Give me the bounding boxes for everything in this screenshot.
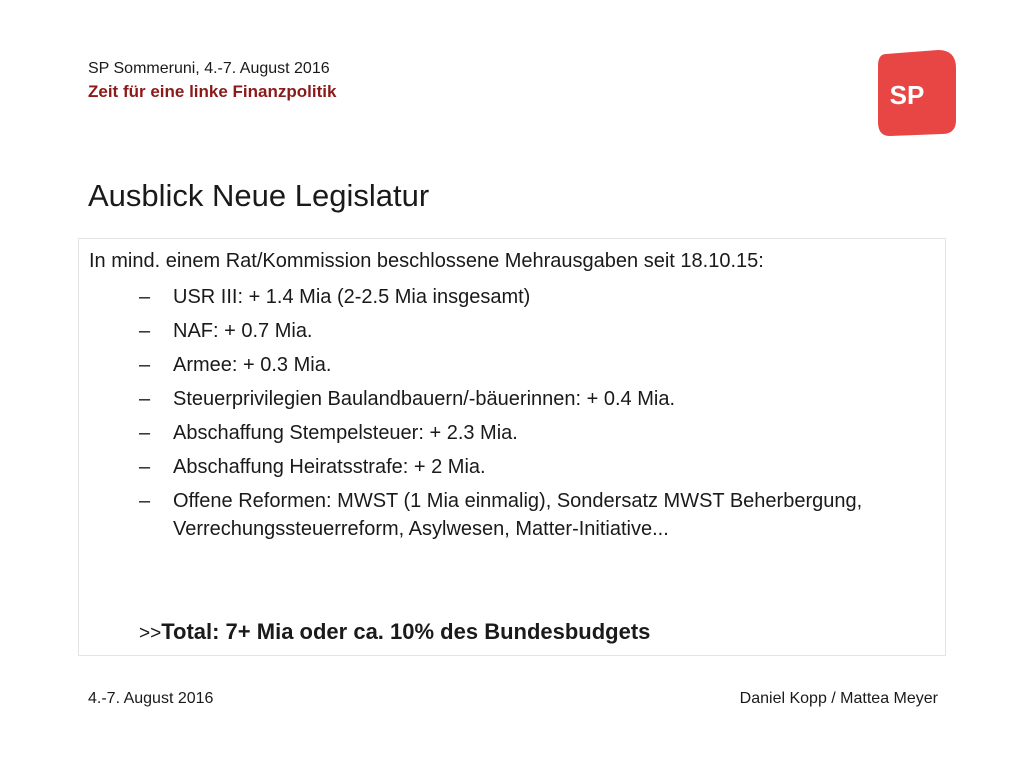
bullet-dash: – <box>139 490 151 512</box>
bullet-dash: – <box>139 320 151 342</box>
bullet-text: USR III: + 1.4 Mia (2-2.5 Mia insgesamt) <box>173 286 531 308</box>
bullet-item <box>139 419 899 447</box>
bullet-item <box>139 385 899 413</box>
bullet-text: Armee: + 0.3 Mia. <box>173 354 332 376</box>
bullet-text: Offene Reformen: MWST (1 Mia einmalig), Sondersatz MWST Beherbergung, Verrechungssteuerreform, Asylwesen, Matter-Initiative... <box>173 490 863 540</box>
bullet-text: Abschaffung Heiratsstrafe: + 2 Mia. <box>173 456 486 478</box>
content-box <box>78 238 946 656</box>
sp-logo <box>876 50 958 136</box>
footer-authors: Daniel Kopp / Mattea Meyer <box>739 690 938 707</box>
total-prefix: >> <box>139 623 162 644</box>
bullet-text: Abschaffung Stempelsteuer: + 2.3 Mia. <box>173 422 518 444</box>
bullet-dash: – <box>139 354 151 376</box>
bullet-item <box>139 487 899 543</box>
bullet-text: NAF: + 0.7 Mia. <box>173 320 313 342</box>
page-title: Ausblick Neue Legislatur <box>88 178 430 213</box>
bullet-list <box>139 283 899 549</box>
bullet-text: Steuerprivilegien Baulandbauern/-bäuerinnen: + 0.4 Mia. <box>173 388 676 410</box>
bullet-dash: – <box>139 422 151 444</box>
total-summary <box>139 619 650 645</box>
total-text: Total: 7+ Mia oder ca. 10% des Bundesbudgets <box>161 619 651 644</box>
bullet-dash: – <box>139 388 151 410</box>
bullet-dash: – <box>139 456 151 478</box>
footer-date: 4.-7. August 2016 <box>88 690 214 707</box>
sp-logo-shape <box>876 50 958 136</box>
event-line: SP Sommeruni, 4.-7. August 2016 <box>88 60 330 77</box>
bullet-dash: – <box>139 286 151 308</box>
logo-text: SP <box>889 80 925 110</box>
bullet-item <box>139 283 899 311</box>
bullet-item <box>139 453 899 481</box>
intro-text: In mind. einem Rat/Kommission beschlossene Mehrausgaben seit 18.10.15: <box>89 250 764 272</box>
bullet-item <box>139 351 899 379</box>
slide-subtitle: Zeit für eine linke Finanzpolitik <box>88 82 337 101</box>
bullet-item <box>139 317 899 345</box>
